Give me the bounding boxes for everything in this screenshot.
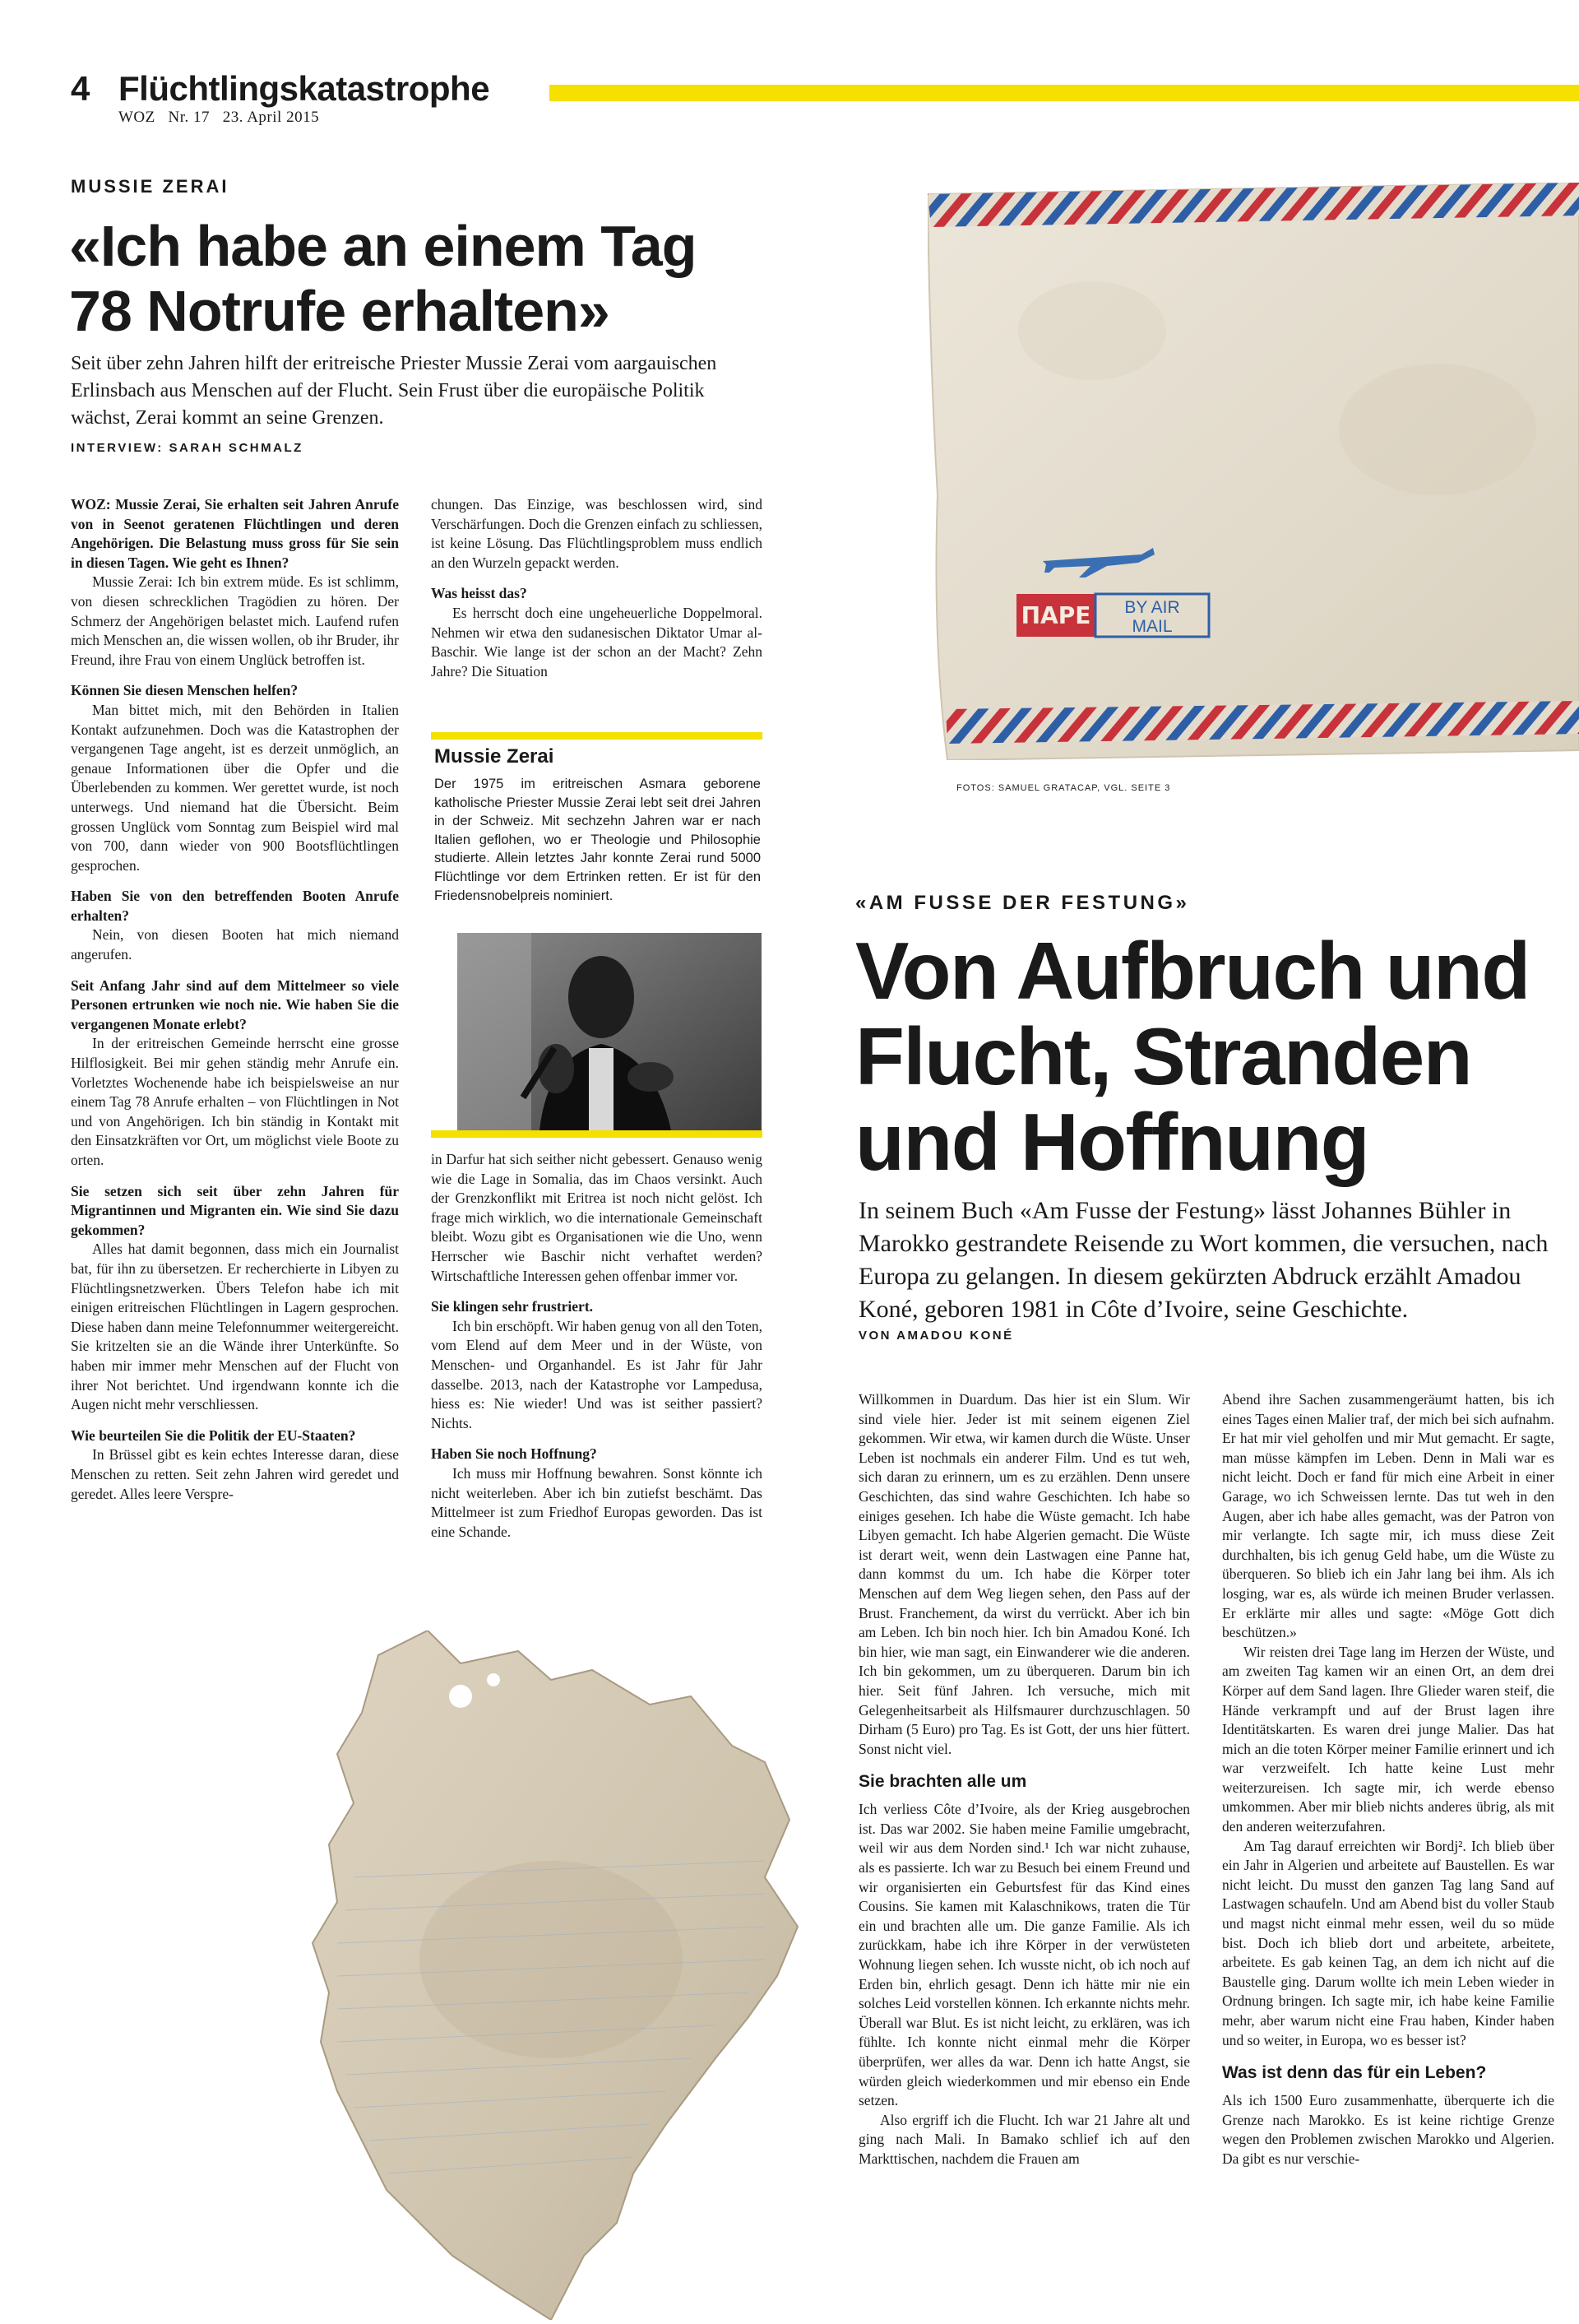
airmail-envelope-photo — [928, 183, 1579, 760]
interview-answer: Man bittet mich, mit den Behörden in Italien Kontakt aufzunehmen. Doch was die Katastrophen der vergangenen Tage angeht, ist es derzeit unmöglich, an genaue Informationen über die Opfer und die Überlebenden zu kommen. Wer gerettet wurde, ist noch unterwegs. Und niemand hat die Übersicht. Beim grossen Unglück vom Sonntag zum Beispiel wird mal von 700, dann wieder von 900 Bootsflüchtlingen gesprochen. — [71, 701, 399, 874]
infobox-text: Der 1975 im eritreischen Asmara geborene katholische Priester Mussie Zerai lebt seit drei Jahren in der Schweiz. Mit sechzehn Jahren war er nach Italien geflohen, wo er Theologie und Philosophie studierte. Allein letztes Jahr konnte Zerai rund 5000 Flüchtlinge vor dem Ertrinken retten. Er ist für den Friedensnobelpreis nominiert. — [434, 777, 761, 903]
headline-line: Flucht, Stranden — [855, 1011, 1472, 1102]
right-lead: In seinem Buch «Am Fusse der Festung» lässt Johannes Bühler in Marokko gestrandete Reisende zu Wort kommen, die versuchen, nach Europa zu gelangen. In diesem gekürzten Abdruck erzählt Amadou Koné, geboren 1981 in Côte d’Ivoire, seine Geschichte. — [859, 1197, 1549, 1323]
paragraph: Am Tag darauf erreichten wir Bordj². Ich blieb über ein Jahr in Algerien und arbeitete auf Baustellen. Es war nicht leicht. Du musst den ganzen Tag lang Sand auf Lastwagen schaufeln. Und am Abend bist du voller Staub und magst nicht einmal mehr essen, weil du so müde bist. Doch ich blieb dort und arbeitete, arbeitete, arbeitete. Es gab keinen Tag, an dem ich nicht auf die Baustelle ging. Darum wollte ich mein Leben wieder in Ordnung bringen. Ich sagte mir, ich habe keine Familie mehr, aber warum nicht eine Frau haben, Kinder haben und so weiter, in Europa, wo es besser ist? — [1222, 1837, 1554, 2048]
paragraph: Abend ihre Sachen zusammengeräumt hatten, bis ich eines Tages einen Malier traf, der mich bei sich aufnahm. Er hat mir viel geholfen und mir Mut gemacht. Er sagte, man müsse kämpfen im Leben. Denn in Mali war es nicht leicht. Doch er fand für mich eine Arbeit in einer Garage, wo ich Schweissen lernte. Das tut weh in den Augen, aber ich habe alles gemacht, was der Patron von mir verlangte. Ich sagte mir, ich muss diese Zeit durchhalten, bis ich genug Geld habe, um die Wüste zu überqueren. So blieb ich ein Jahr lang bei ihm. Als ich losging, war es, als würde ich meinen Bruder verlassen. Er erklärte mir alles und sagte: «Möge Gott dich beschützen.» — [1222, 1391, 1554, 1641]
interview-answer: Ich muss mir Hoffnung bewahren. Sonst könnte ich nicht weiterleben. Aber ich bin zutiefst beschämt. Das Mittelmeer ist zum Friedhof Europas geworden. Das ist eine Schande. — [431, 1464, 762, 1540]
interview-question: Wie beurteilen Sie die Politik der EU-Staaten? — [71, 1426, 356, 1444]
paragraph: Ich verliess Côte d’Ivoire, als der Krieg ausgebrochen ist. Das war 2002. Sie haben meine Familie umgebracht, weil wir aus dem Norden sind.¹ Ich war nicht zuhause, als es passierte. Ich war zu Besuch bei einem Freund und wir organisierten ein Geburtsfest für das Kind eines Cousins. Sie kamen mit Kalaschnikows, traten die Tür ein und brachten alle um. Die ganze Familie. Als ich zurückkam, habe ich ihre Körper in der verwüsteten Wohnung liegen sehen. Ich wusste nicht, ob ich noch auf Erden bin, ehrlich gesagt. Denn ich hätte mir nie ein solches Leid vorstellen können. Ich erkannte nichts mehr. Überall war Blut. Es ist nicht leicht, zu erklären, was ich fühlte. Ich konnte nicht einmal mehr die Körper überprüfen, wer alles da war. Denn ich hatte Angst, sie würden gleich wiederkommen und mir ebenso ein Ende setzen. — [859, 1801, 1190, 2109]
right-byline: VON AMADOU KONÉ — [859, 1329, 1014, 1343]
interview-question: Haben Sie noch Hoffnung? — [431, 1445, 597, 1463]
interview-column-1 — [71, 495, 399, 1504]
page-number: 4 — [71, 69, 90, 108]
subheading: Was ist denn das für ein Leben? — [1222, 2063, 1487, 2083]
interview-question: Sie setzen sich seit über zehn Jahren für Migrantinnen und Migranten ein. Wie sind Sie dazu gekommen? — [71, 1182, 399, 1238]
interview-answer: In der eritreischen Gemeinde herrscht eine grosse Hilflosigkeit. Bei mir gehen ständig mehr Anrufe ein. Vorletztes Wochenende habe ich beispielsweise an nur einem Tag 78 Anrufe erhalten – von Flüchtlingen in Not und von Angehörigen. Ich bin ständig in Kontakt mit den Einsatzkräften vor Ort, um möglichst viele Boote zu orten. — [71, 1035, 399, 1168]
paragraph: Als ich 1500 Euro zusammenhatte, überquerte ich die Grenze nach Marokko. Es ist keine richtige Grenze wegen den Problemen zwischen Marokko und Algerien. Da gibt es nur verschie- — [1222, 2092, 1554, 2167]
interview-continuation: in Darfur hat sich seither nicht gebessert. Genauso wenig wie die Lage in Somalia, das im Chaos versinkt. Auch der Grenzkonflikt mit Eritrea ist noch nicht gelöst. Ich frage mich wirklich, wo die internationale Gemeinschaft bleibt. Wozu gibt es Organisationen wie die Uno, wenn Herrscher wie Baschir nicht verhaftet werden? Wirtschaftliche Interessen gehen offenbar immer vor. — [431, 1151, 762, 1284]
left-lead: Seit über zehn Jahren hilft der eritreische Priester Mussie Zerai vom aargauischen Erlinsbach aus Menschen auf der Flucht. Sein Frust über die europäische Politik wächst, Zerai kommt an seine Grenzen. — [71, 353, 717, 429]
headline-line: und Hoffnung — [855, 1097, 1369, 1187]
infobox-title: Mussie Zerai — [434, 745, 554, 768]
left-headline: «Ich habe an einem Tag 78 Notrufe erhalten» — [69, 214, 697, 343]
infobox-top-rule — [431, 732, 762, 740]
subheading: Sie brachten alle um — [859, 1772, 1027, 1792]
left-byline: INTERVIEW: SARAH SCHMALZ — [71, 441, 303, 455]
airmail-label-line2: MAIL — [1132, 617, 1173, 636]
portrait-photo — [457, 933, 762, 1130]
interview-question: Sie klingen sehr frustriert. — [431, 1298, 594, 1315]
interview-question: Was heisst das? — [431, 585, 527, 602]
interview-answer: Alles hat damit begonnen, dass mich ein Journalist bat, für ihn zu übersetzen. Er recherchierte in Libyen zu Flüchtlingsnetzwerken. Übers Telefon habe ich mit einigen eritreischen Flüchtlingen in Lagern gesprochen. Diese haben dann meine Telefonnummer weitergereicht. Sie kritzelten sie an die Wände ihrer Unterkünfte. So haben mir immer mehr Menschen auf der Flucht von ihrer Not berichtet. Und irgendwann konnte ich die Augen nicht mehr verschliessen. — [71, 1241, 399, 1413]
interview-column-3 — [431, 1150, 762, 1542]
left-kicker: MUSSIE ZERAI — [71, 176, 229, 197]
right-headline — [855, 925, 1579, 1187]
interview-answer: Es herrscht doch eine ungeheuerliche Doppelmoral. Nehmen wir etwa den sudanesischen Diktator Umar al-Baschir. Wie lange ist der schon an der Macht? Zehn Jahre? Die Situation — [431, 604, 762, 680]
issue-line: WOZ Nr. 17 23. April 2015 — [118, 109, 320, 126]
interview-question: Seit Anfang Jahr sind auf dem Mittelmeer so viele Personen ertrunken wie noch nie. Wie haben Sie die vergangenen Monate erlebt? — [71, 976, 399, 1032]
header-yellow-bar — [549, 85, 1579, 101]
paragraph: Willkommen in Duardum. Das hier ist ein Slum. Wir sind viele hier. Jeder ist mit seinem eigenen Ziel gekommen. Wir etwa, wir kamen durch die Wüste. Unser Leben ist nochmals ein anderer Film. Und es tut weh, sich daran zu erinnern, um es zu erzählen. Denn unsere Geschichten, das sind wahre Geschichten. Ich habe so einiges gesehen. Ich habe die Wüste gemacht. Ich habe Libyen gemacht. Ich habe Algerien gemacht. Die Wüste ist derart weit, wenn dein Lastwagen eine Panne hat, dann kommst du um. Ich habe die Körper toter Menschen auf dem Weg liegen sehen, den Pass auf der Brust. Franchement, da wirst du verrückt. Aber ich bin am Leben. Ich bin noch hier. Ich bin Amadou Koné. Ich bin hier, wie man sagt, ein Einwanderer wie die anderen. Ich bin gekommen, um zu überqueren. Darum bin ich hier. Seit fünf Jahren. Ich versuche, mich mit Gelegenheitsarbeit als Hilfsmaurer durchzuschlagen. 50 Dirham (5 Euro) pro Tag. Es ist Gott, der uns hier füttert. Sonst nicht viel. — [859, 1391, 1190, 1757]
paragraph: Also ergriff ich die Flucht. Ich war 21 Jahre alt und ging nach Mali. In Bamako schlief ich auf den Markttischen, nachdem die Frauen am — [859, 2111, 1190, 2167]
section-title: Flüchtlingskatastrophe — [118, 69, 490, 108]
photo-credit: FOTOS: SAMUEL GRATACAP, VGL. SEITE 3 — [956, 783, 1171, 793]
paragraph: Wir reisten drei Tage lang im Herzen der Wüste, und am zweiten Tag kamen wir an einen Ort, an dem drei Körper auf dem Sand lagen. Ihre Glieder waren steif, die Hände verkrampft und auf der Brust lagen ihre Identitätskarten. Es waren drei junge Malier. Das hat mich an die toten Körper meiner Familie erinnert und ich war verzweifelt. Ich hatte keine Lust mehr weiterzureisen. Ich sagte mir, ich werde ebenso umkommen. Aber mir blieb nichts anderes übrig, als mit den anderen weiterzufahren. — [1222, 1643, 1554, 1835]
interview-answer: Mussie Zerai: Ich bin extrem müde. Es ist schlimm, von diesen schrecklichen Tragödien zu hören. Der Schmerz der Angehörigen belastet mich. Laufend rufen mich Menschen an, die wissen wollen, ob ihr Bruder, ihr Freund, ihre Frau von einem Unglück betroffen ist. — [71, 573, 399, 668]
story-column-1 — [859, 1390, 1190, 2169]
infobox-bottom-rule — [431, 1130, 762, 1138]
interview-answer: In Brüssel gibt es kein echtes Interesse daran, diese Menschen zu retten. Seit zehn Jahren wird geredet und geredet. Alles leere Verspre- — [71, 1446, 399, 1502]
torn-paper-photo — [304, 1631, 806, 2320]
interview-question: WOZ: Mussie Zerai, Sie erhalten seit Jahren Anrufe von in Seenot geratenen Flüchtlingen und deren Angehörigen. Die Belastung muss gross für Sie sein in diesen Tagen. Wie geht es Ihnen? — [71, 496, 399, 571]
interview-continuation: chungen. Das Einzige, was beschlossen wird, sind Verschärfungen. Doch die Grenzen einfach zu schliessen, ist keine Lösung. Das Flüchtlingsproblem muss endlich an den Wurzeln gepackt werden. — [431, 496, 762, 571]
interview-question: Haben Sie von den betreffenden Booten Anrufe erhalten? — [71, 888, 399, 924]
right-kicker: «AM FUSSE DER FESTUNG» — [855, 892, 1190, 914]
headline-line: Von Aufbruch und — [855, 925, 1530, 1016]
story-column-2 — [1222, 1390, 1554, 2169]
interview-answer: Nein, von diesen Booten hat mich niemand angerufen. — [71, 926, 399, 963]
stamp-text: ΠΑΡΕ — [1021, 602, 1091, 629]
interview-question: Können Sie diesen Menschen helfen? — [71, 682, 299, 699]
interview-column-2 — [431, 495, 762, 681]
airmail-label-line1: BY AIR — [1124, 598, 1180, 617]
interview-answer: Ich bin erschöpft. Wir haben genug von all den Toten, vom Elend auf dem Meer und in der Wüste, von Menschen- und Organhandel. Es ist Jahr für Jahr dasselbe. 2013, nach der Katastrophe vor Lampedusa, hiess es: Nie wieder! Und was ist seither passiert? Nichts. — [431, 1317, 762, 1431]
